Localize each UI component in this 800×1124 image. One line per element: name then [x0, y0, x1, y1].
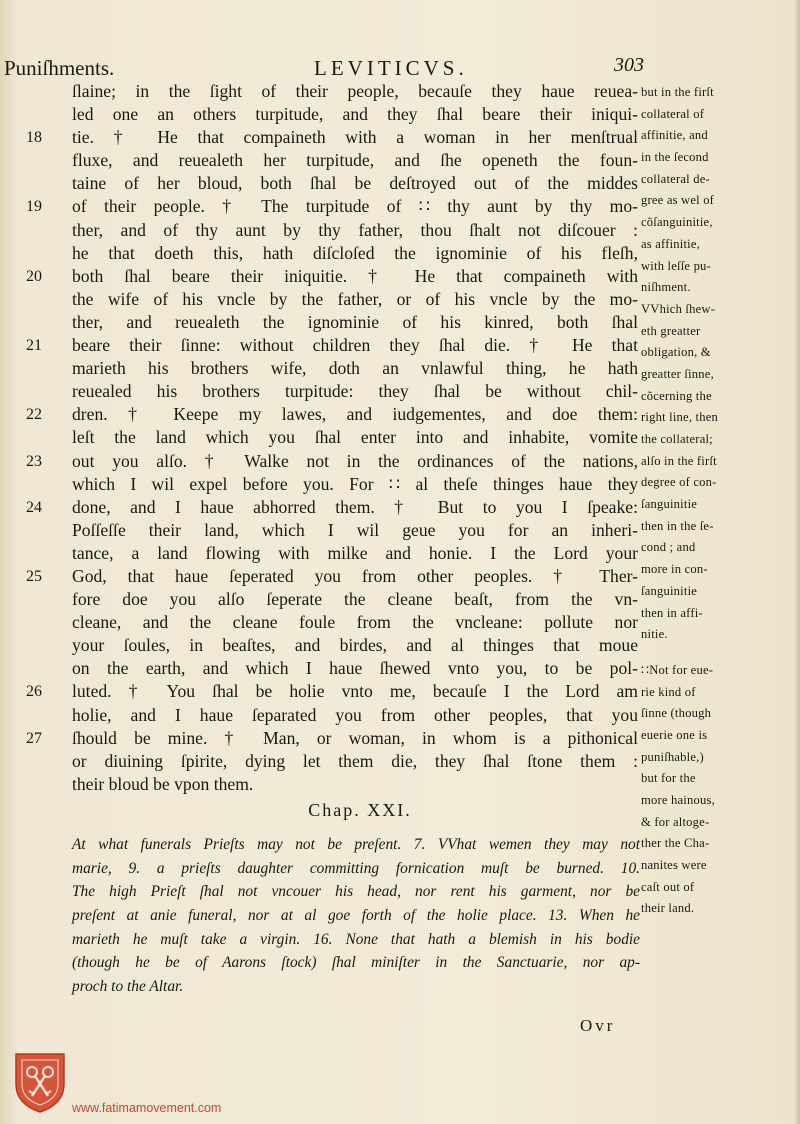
line-text: fore doe you alſo ſeperate the cleane beaſt, from the vn-: [72, 589, 638, 610]
text-line: [26, 265, 638, 288]
margin-note-line: ſanguinitie: [641, 583, 698, 598]
verse-number: 26: [26, 683, 42, 701]
chapter-heading: Chap. XXI.: [308, 800, 412, 820]
line-text: ſhould be mine. † Man, or woman, in whom is a pithonical: [72, 727, 638, 748]
margin-note-line: more in con-: [641, 562, 708, 577]
verse-number: 18: [26, 129, 42, 147]
text-line: [26, 403, 638, 426]
text-line: [72, 588, 638, 611]
line-text: your ſoules, in beaſtes, and birdes, and al thinges that moue: [72, 635, 638, 656]
summary-line: At what funerals Prieſts may not be preſent. 7. VVhat wemen they may not: [72, 836, 640, 853]
margin-note-line: ther the Cha-: [641, 836, 710, 851]
text-line: [72, 149, 638, 172]
text-line: [26, 496, 638, 519]
text-line: [72, 750, 638, 773]
text-line: [72, 773, 638, 796]
line-text: ther, and reuealeth the ignominie of his kinred, both ſhal: [72, 311, 638, 332]
margin-note-line: collateral of: [641, 106, 705, 121]
text-line: [72, 519, 638, 542]
text-line: [72, 288, 638, 311]
margin-note-line: collateral de-: [641, 171, 710, 186]
margin-note-line: alſo in the firſt: [641, 453, 717, 468]
margin-note-line: obligation, &: [641, 345, 711, 360]
text-line: [72, 357, 638, 380]
margin-note-line: affinitie, and: [641, 128, 708, 143]
margin-note-line: cõſanguinitie,: [641, 215, 713, 230]
verse-number: 25: [26, 567, 42, 585]
text-line: [72, 473, 638, 496]
text-line: [26, 126, 638, 149]
text-line: [72, 219, 638, 242]
margin-note-line: puniſhable,): [641, 749, 704, 764]
margin-note-line: gree as wel of: [641, 193, 715, 208]
margin-note-line: nanites were: [641, 858, 707, 873]
summary-line: marieth he muſt take a virgin. 16. None that hath a blemish in his bodie: [72, 930, 640, 948]
line-text: ther, and of thy aunt by thy father, thou ſhalt not diſcouer :: [72, 219, 638, 240]
main-text-column: [26, 80, 638, 796]
margin-note-line: ∷Not for eue-: [641, 662, 714, 677]
line-text: leſt the land which you ſhal enter into and inhabite, vomite: [72, 427, 638, 448]
margin-note-line: but in the firſt: [641, 85, 714, 99]
margin-note-line: VVhich ſhew-: [641, 301, 716, 316]
text-line: [26, 727, 638, 750]
line-text: of their people. † The turpitude of ∷ thy aunt by thy mo-: [72, 196, 638, 217]
margin-note-line: caſt out of: [641, 879, 695, 894]
line-text: the wife of his vncle by the father, or of his vncle by the mo-: [72, 288, 638, 309]
margin-note-gap: [641, 646, 761, 660]
text-line: [26, 334, 638, 357]
book-title: LEVITICVS.: [314, 56, 468, 80]
margin-note-line: rie kind of: [641, 684, 696, 699]
line-text: ſlaine; in the ſight of their people, becauſe they haue reuea-: [72, 81, 638, 101]
text-line: [26, 450, 638, 473]
margin-note-line: in the ſecond: [641, 150, 709, 165]
line-text: fluxe, and reuealeth her turpitude, and ſhe openeth the foun-: [72, 150, 638, 171]
verse-number: 27: [26, 729, 42, 747]
page-header: [4, 54, 644, 82]
margin-note-line: but for the: [641, 771, 696, 786]
text-line: [26, 195, 638, 218]
margin-note-line: then in affi-: [641, 605, 703, 620]
margin-note-line: cond ; and: [641, 540, 696, 555]
text-line: [72, 103, 638, 126]
page-edge-shadow: [794, 0, 800, 1124]
text-line: [72, 611, 638, 634]
catchword: Ovr: [580, 1016, 616, 1035]
summary-line: proch to the Altar.: [72, 978, 184, 996]
margin-note-line: with leſſe pu-: [641, 258, 711, 273]
verse-number: 24: [26, 498, 42, 516]
line-text: their bloud be vpon them.: [72, 773, 254, 794]
line-text: beare their ſinne: without children they ſhal die. † He that: [72, 335, 638, 356]
text-line: [72, 542, 638, 565]
verse-number: 20: [26, 267, 42, 285]
margin-note-line: degree of con-: [641, 475, 717, 490]
page-number: 303: [614, 54, 644, 76]
text-line: [72, 242, 638, 265]
line-text: dren. † Keepe my lawes, and iudgementes, and doe them:: [72, 404, 638, 425]
text-line: [72, 311, 638, 334]
verse-number: 19: [26, 198, 42, 216]
line-text: God, that haue ſeperated you from other peoples. † Ther-: [72, 565, 638, 586]
line-text: on the earth, and which I haue ſhewed vnto you, to be pol-: [72, 658, 638, 679]
margin-note-line: then in the ſe-: [641, 518, 714, 533]
margin-note-line: nitie.: [641, 627, 668, 642]
watermark-url[interactable]: www.fatimamovement.com: [72, 1101, 222, 1115]
line-text: cleane, and the cleane foule from the vncleane: pollute nor: [72, 612, 638, 633]
running-head: Puniſhments.: [4, 56, 115, 80]
verse-number: 21: [26, 337, 42, 355]
margin-note-line: ſanguinitie: [641, 497, 698, 512]
margin-note-line: eth greatter: [641, 323, 701, 338]
line-text: led one an others turpitude, and they ſhal beare their iniqui-: [72, 104, 638, 125]
line-text: which I wil expel before you. For ∷ al theſe thinges haue they: [72, 473, 638, 494]
line-text: done, and I haue abhorred them. † But to you I ſpeake:: [72, 496, 638, 517]
margin-note-line: euerie one is: [641, 727, 708, 742]
line-text: marieth his brothers wife, doth an vnlawful thing, he hath: [72, 358, 638, 379]
text-line: [26, 565, 638, 588]
margin-note-line: ſinne (though: [641, 706, 712, 721]
margin-note-line: the collateral;: [641, 432, 713, 446]
line-text: taine of her bloud, both ſhal be deſtroyed out of the middes: [72, 173, 638, 194]
line-text: tie. † He that compaineth with a woman in her menſtrual: [72, 127, 638, 148]
verse-number: 23: [26, 452, 42, 470]
verse-number: 22: [26, 406, 42, 424]
margin-note-line: cõcerning the: [641, 388, 712, 403]
chapter-summary: [72, 833, 640, 999]
line-text: out you alſo. † Walke not in the ordinances of the nations,: [72, 450, 638, 471]
line-text: tance, a land flowing with milke and honie. I the Lord your: [72, 542, 638, 563]
text-line: [72, 172, 638, 195]
margin-note-line: greatter ſinne,: [641, 366, 714, 381]
text-line: [72, 704, 638, 727]
line-text: holie, and I haue ſeparated you from other peoples, that you: [72, 704, 638, 725]
margin-note-line: right line, then: [641, 410, 718, 425]
text-line: [26, 680, 638, 703]
margin-note-line: & for altoge-: [641, 814, 710, 829]
margin-note-line: niſhment.: [641, 280, 691, 295]
text-line: [72, 426, 638, 449]
summary-line: preſent at anie funeral, nor at al goe forth of the holie place. 13. When he: [72, 907, 640, 925]
line-text: or diuining ſpirite, dying let them die, they ſhal ſtone them :: [72, 750, 638, 771]
text-line: [72, 657, 638, 680]
margin-note-line: more hainous,: [641, 793, 715, 807]
summary-line: marie, 9. a prieſts daughter committing fornication muſt be burned. 10.: [72, 859, 640, 877]
summary-line: The high Prieſt ſhal not vncouer his head, nor rent his garment, nor be: [72, 883, 640, 901]
text-line: [72, 634, 638, 657]
papal-keys-logo-icon: [12, 1050, 68, 1114]
margin-note-line: as affinitie,: [641, 236, 701, 251]
line-text: reuealed his brothers turpitude: they ſhal be without chil-: [72, 381, 638, 402]
line-text: both ſhal beare their iniquitie. † He that compaineth with: [72, 265, 638, 286]
line-text: he that doeth this, hath diſcloſed the ignominie of his fleſh,: [72, 242, 638, 263]
line-text: luted. † You ſhal be holie vnto me, becauſe I the Lord am: [72, 681, 638, 702]
text-line: [72, 80, 638, 103]
margin-notes: [641, 82, 761, 920]
summary-line: (though he be of Aarons ſtock) ſhal miniſter in the Sanctuarie, nor ap-: [72, 954, 640, 972]
text-line: [72, 380, 638, 403]
line-text: Poſſeſſe their land, which I wil geue you for an inheri-: [72, 519, 638, 540]
margin-note-line: their land.: [641, 901, 695, 916]
